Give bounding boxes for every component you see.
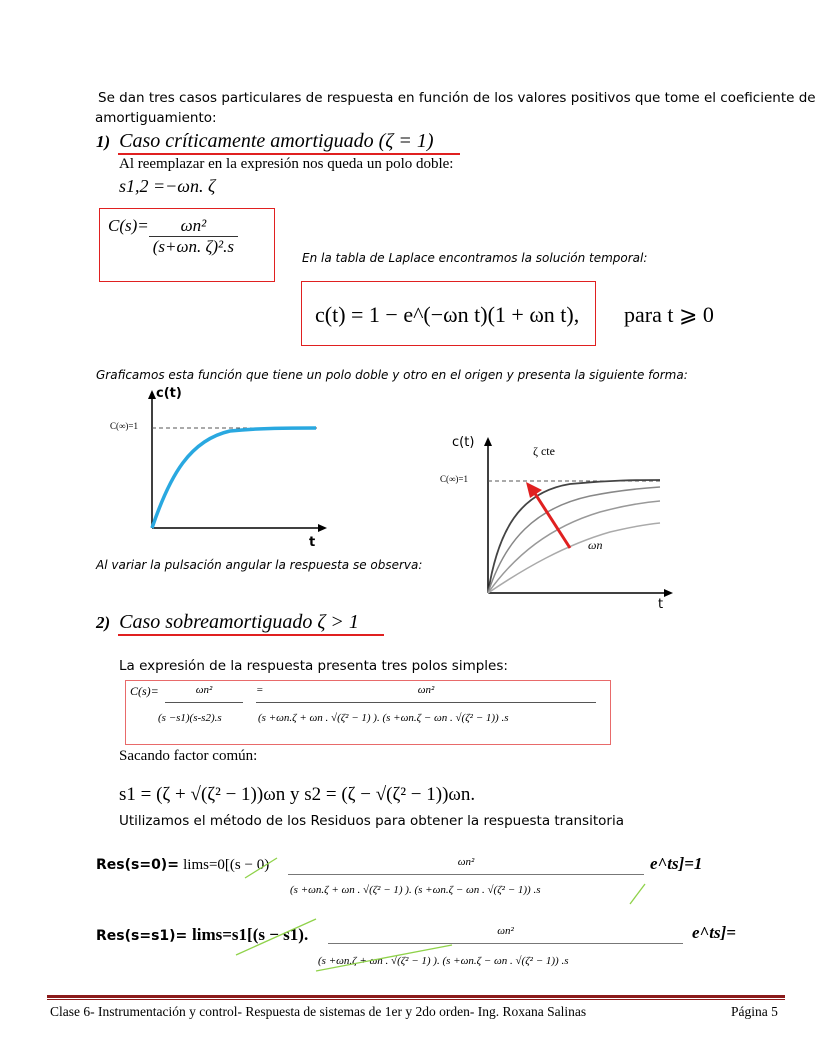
- case1-line1: Al reemplazar en la expresión nos queda un polo doble:: [119, 156, 454, 172]
- graph1-ylabel: c(t): [156, 386, 182, 401]
- graph2-ref-label: C(∞)=1: [440, 474, 468, 484]
- laplace-note: En la tabla de Laplace encontramos la solución temporal:: [302, 251, 648, 265]
- graph1-y-arrow: [148, 390, 156, 399]
- case2-line1: La expresión de la respuesta presenta tres polos simples:: [119, 658, 508, 674]
- cs-den: (s+ωn. ζ)².s: [152, 237, 235, 256]
- case1-title: Caso críticamente amortiguado (ζ = 1): [119, 130, 434, 152]
- res1-den: (s +ωn.ζ + ωn . √(ζ² − 1) ). (s +ωn.ζ − ωn . √(ζ² − 1)) .s: [318, 955, 569, 967]
- graph1-ref-label: C(∞)=1: [110, 421, 138, 431]
- graph1-curve: [152, 428, 316, 528]
- factor-label: Sacando factor común:: [119, 748, 258, 764]
- res1-lhs: Res(s=s1)=: [96, 928, 188, 944]
- res0-lhs: Res(s=0)=: [96, 857, 179, 873]
- graph2-x-arrow: [664, 589, 673, 597]
- ct-formula: c(t) = 1 − e^(−ωn t)(1 + ωn t),: [315, 302, 580, 327]
- res1-end: e^ts]=: [692, 923, 736, 942]
- graph2: [470, 430, 680, 605]
- graph2-ylabel: c(t): [452, 435, 475, 450]
- case2-title: Caso sobreamortiguado ζ > 1: [119, 611, 359, 633]
- residues-note: Utilizamos el método de los Residuos para obtener la respuesta transitoria: [119, 813, 624, 829]
- cs-lhs: C(s)=: [108, 216, 149, 235]
- intro-text: Se dan tres casos particulares de respuesta en función de los valores positivos que tome el coeficiente de: [98, 90, 816, 106]
- pole-equation: s1,2 =−ωn. ζ: [119, 176, 216, 196]
- res1-cancel-marks: [230, 915, 490, 975]
- cs2-num2: ωn²: [256, 684, 596, 703]
- page-number: Página 5: [731, 1004, 778, 1019]
- cs2-den2: (s +ωn.ζ + ωn . √(ζ² − 1) ). (s +ωn.ζ − ωn . √(ζ² − 1)) .s: [258, 712, 509, 724]
- graph-note: Graficamos esta función que tiene un polo doble y otro en el origen y presenta la siguiente forma:: [96, 368, 688, 382]
- res0-cancel-marks: [225, 848, 665, 908]
- intro-text-2: amortiguamiento:: [95, 110, 217, 126]
- footer-rule: [47, 995, 785, 998]
- case2-underline: [118, 634, 384, 636]
- graph2-curve-4: [488, 523, 660, 593]
- case1-heading: [96, 130, 434, 153]
- cs2-den1: (s −s1)(s-s2).s: [158, 712, 222, 724]
- graph2-annot: ζ cte: [533, 444, 555, 458]
- case2-number: 2): [96, 613, 111, 632]
- case1-number: 1): [96, 132, 111, 151]
- case1-underline: [118, 153, 460, 155]
- cs2-lhs: C(s)=: [130, 684, 159, 698]
- graph2-arrow-line: [534, 492, 570, 548]
- ct-condition: para t ⩾ 0: [624, 302, 714, 327]
- graph1-x-arrow: [318, 524, 327, 532]
- cs-formula: [108, 216, 238, 257]
- cs2-num1: ωn²: [165, 684, 243, 703]
- footer-rule-thin: [47, 999, 785, 1000]
- roots-equation: s1 = (ζ + √(ζ² − 1))ωn y s2 = (ζ − √(ζ² − 1))ωn.: [119, 784, 476, 805]
- res1-lim: lims=s1[(s − s1).: [192, 925, 309, 944]
- res0-den: (s +ωn.ζ + ωn . √(ζ² − 1) ). (s +ωn.ζ − ωn . √(ζ² − 1)) .s: [290, 884, 541, 896]
- res0-lim: lims=0[(s − 0): [183, 857, 270, 873]
- res0-num: ωn²: [288, 856, 644, 875]
- graph1-xlabel: t: [309, 535, 316, 550]
- graph2-y-arrow: [484, 437, 492, 446]
- graph1: [100, 385, 340, 555]
- res0-end: e^ts]=1: [650, 854, 703, 873]
- graph2-xlabel: t: [658, 597, 664, 612]
- res1-num: ωn²: [328, 925, 683, 944]
- footer-text: Clase 6- Instrumentación y control- Respuesta de sistemas de 1er y 2do orden- Ing. Roxana Salinas: [50, 1004, 587, 1019]
- graph2-arrow-head: [526, 482, 542, 498]
- graph2-arrow-label: ωn: [588, 538, 603, 552]
- vary-note: Al variar la pulsación angular la respuesta se observa:: [96, 558, 423, 572]
- cs2-eq: =: [256, 684, 264, 696]
- graph2-curve-3: [488, 501, 660, 593]
- case2-heading: [96, 611, 359, 634]
- cs-num: ωn²: [149, 216, 238, 237]
